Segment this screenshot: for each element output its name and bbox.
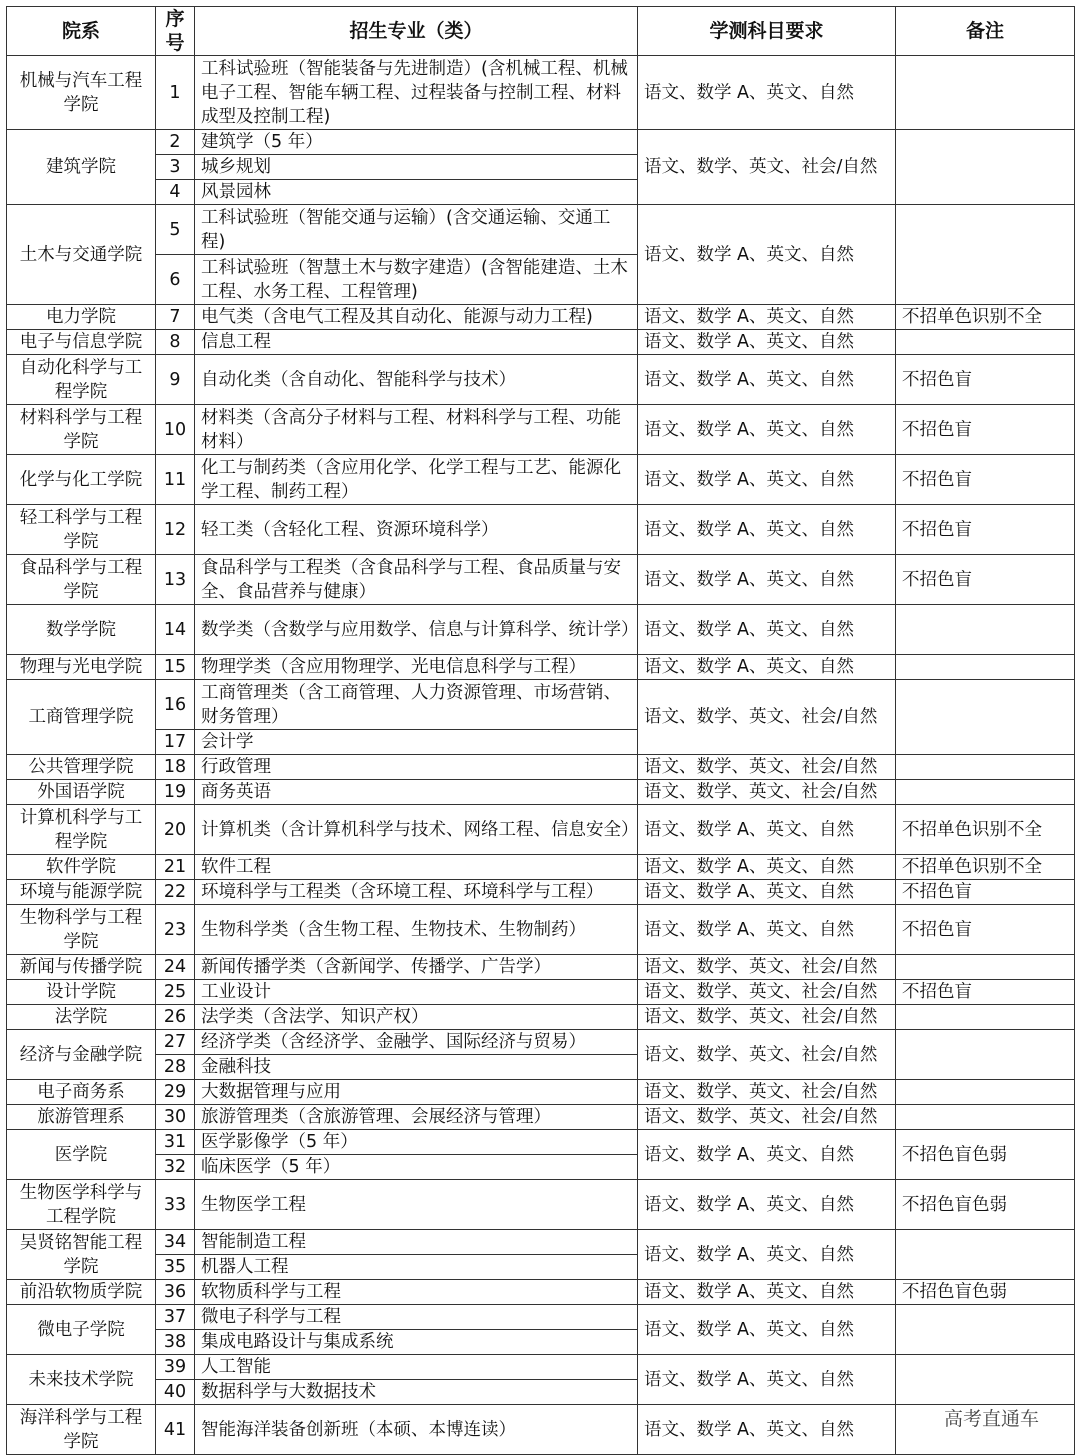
dept-cell: 电子与信息学院 <box>7 330 156 355</box>
subjects-cell: 语文、数学 A、英文、自然 <box>638 1405 896 1455</box>
subjects-cell: 语文、数学 A、英文、自然 <box>638 1355 896 1405</box>
seq-cell: 33 <box>156 1180 195 1230</box>
subjects-cell: 语文、数学 A、英文、自然 <box>638 330 896 355</box>
seq-cell: 22 <box>156 880 195 905</box>
dept-cell: 数学学院 <box>7 605 156 655</box>
seq-cell: 14 <box>156 605 195 655</box>
major-cell: 数据科学与大数据技术 <box>195 1380 638 1405</box>
subjects-cell: 语文、数学 A、英文、自然 <box>638 455 896 505</box>
subjects-cell: 语文、数学、英文、社会/自然 <box>638 955 896 980</box>
table-row <box>7 855 1075 880</box>
major-cell: 化工与制药类（含应用化学、化学工程与工艺、能源化学工程、制药工程） <box>195 455 638 505</box>
seq-cell: 6 <box>156 255 195 305</box>
table-row <box>7 1030 1075 1055</box>
major-cell: 行政管理 <box>195 755 638 780</box>
seq-cell: 4 <box>156 180 195 205</box>
note-cell: 不招色盲 <box>896 355 1075 405</box>
subjects-cell: 语文、数学 A、英文、自然 <box>638 605 896 655</box>
subjects-cell: 语文、数学 A、英文、自然 <box>638 405 896 455</box>
seq-cell: 30 <box>156 1105 195 1130</box>
seq-cell: 10 <box>156 405 195 455</box>
table-row <box>7 1130 1075 1155</box>
dept-cell: 建筑学院 <box>7 130 156 205</box>
major-cell: 工科试验班（智能装备与先进制造）(含机械工程、机械电子工程、智能车辆工程、过程装备与控制工程、材料成型及控制工程) <box>195 56 638 130</box>
subjects-cell: 语文、数学 A、英文、自然 <box>638 205 896 305</box>
seq-cell: 41 <box>156 1405 195 1455</box>
seq-cell: 8 <box>156 330 195 355</box>
major-cell: 旅游管理类（含旅游管理、会展经济与管理） <box>195 1105 638 1130</box>
table-row <box>7 1180 1075 1230</box>
subjects-cell: 语文、数学 A、英文、自然 <box>638 355 896 405</box>
note-cell: 不招色盲 <box>896 905 1075 955</box>
dept-cell: 自动化科学与工程学院 <box>7 355 156 405</box>
dept-cell: 土木与交通学院 <box>7 205 156 305</box>
seq-cell: 16 <box>156 680 195 730</box>
dept-cell: 医学院 <box>7 1130 156 1180</box>
table-row <box>7 955 1075 980</box>
major-cell: 经济学类（含经济学、金融学、国际经济与贸易） <box>195 1030 638 1055</box>
table-row <box>7 1355 1075 1380</box>
note-cell <box>896 1080 1075 1105</box>
major-cell: 电气类（含电气工程及其自动化、能源与动力工程) <box>195 305 638 330</box>
major-cell: 工科试验班（智能交通与运输）(含交通运输、交通工程) <box>195 205 638 255</box>
table-row <box>7 755 1075 780</box>
note-cell <box>896 655 1075 680</box>
subjects-cell: 语文、数学 A、英文、自然 <box>638 905 896 955</box>
note-cell <box>896 330 1075 355</box>
header-subjects: 学测科目要求 <box>638 7 896 56</box>
note-cell <box>896 780 1075 805</box>
note-cell <box>896 1005 1075 1030</box>
header-major: 招生专业（类） <box>195 7 638 56</box>
seq-cell: 37 <box>156 1305 195 1330</box>
subjects-cell: 语文、数学、英文、社会/自然 <box>638 1005 896 1030</box>
major-cell: 建筑学（5 年） <box>195 130 638 155</box>
seq-cell: 20 <box>156 805 195 855</box>
table-row <box>7 680 1075 730</box>
subjects-cell: 语文、数学、英文、社会/自然 <box>638 755 896 780</box>
major-cell: 风景园林 <box>195 180 638 205</box>
subjects-cell: 语文、数学 A、英文、自然 <box>638 305 896 330</box>
note-cell <box>896 755 1075 780</box>
seq-cell: 21 <box>156 855 195 880</box>
table-row <box>7 455 1075 505</box>
seq-cell: 19 <box>156 780 195 805</box>
seq-cell: 26 <box>156 1005 195 1030</box>
major-cell: 会计学 <box>195 730 638 755</box>
note-cell: 不招色盲色弱 <box>896 1180 1075 1230</box>
major-cell: 材料类（含高分子材料与工程、材料科学与工程、功能材料） <box>195 405 638 455</box>
table-row <box>7 56 1075 130</box>
major-cell: 软物质科学与工程 <box>195 1280 638 1305</box>
subjects-cell: 语文、数学 A、英文、自然 <box>638 855 896 880</box>
subjects-cell: 语文、数学 A、英文、自然 <box>638 1280 896 1305</box>
dept-cell: 物理与光电学院 <box>7 655 156 680</box>
seq-cell: 18 <box>156 755 195 780</box>
subjects-cell: 语文、数学 A、英文、自然 <box>638 1130 896 1180</box>
seq-cell: 25 <box>156 980 195 1005</box>
seq-cell: 9 <box>156 355 195 405</box>
seq-cell: 17 <box>156 730 195 755</box>
seq-cell: 28 <box>156 1055 195 1080</box>
subjects-cell: 语文、数学 A、英文、自然 <box>638 555 896 605</box>
table-row <box>7 330 1075 355</box>
subjects-cell: 语文、数学、英文、社会/自然 <box>638 1030 896 1080</box>
dept-cell: 电子商务系 <box>7 1080 156 1105</box>
major-cell: 医学影像学（5 年） <box>195 1130 638 1155</box>
seq-cell: 24 <box>156 955 195 980</box>
seq-cell: 23 <box>156 905 195 955</box>
table-row <box>7 1230 1075 1255</box>
table-row <box>7 1105 1075 1130</box>
header-dept: 院系 <box>7 7 156 56</box>
major-cell: 信息工程 <box>195 330 638 355</box>
major-cell: 微电子科学与工程 <box>195 1305 638 1330</box>
subjects-cell: 语文、数学 A、英文、自然 <box>638 1230 896 1280</box>
table-row <box>7 505 1075 555</box>
dept-cell: 材料科学与工程学院 <box>7 405 156 455</box>
table-row <box>7 1405 1075 1455</box>
header-seq: 序号 <box>156 7 195 56</box>
dept-cell: 海洋科学与工程学院 <box>7 1405 156 1455</box>
subjects-cell: 语文、数学 A、英文、自然 <box>638 1180 896 1230</box>
seq-cell: 2 <box>156 130 195 155</box>
major-cell: 轻工类（含轻化工程、资源环境科学） <box>195 505 638 555</box>
major-cell: 软件工程 <box>195 855 638 880</box>
major-cell: 新闻传播学类（含新闻学、传播学、广告学） <box>195 955 638 980</box>
major-cell: 环境科学与工程类（含环境工程、环境科学与工程） <box>195 880 638 905</box>
note-cell: 不招色盲 <box>896 980 1075 1005</box>
subjects-cell: 语文、数学 A、英文、自然 <box>638 655 896 680</box>
table-body <box>7 56 1075 1455</box>
note-cell <box>896 1230 1075 1280</box>
major-cell: 商务英语 <box>195 780 638 805</box>
major-cell: 生物科学类（含生物工程、生物技术、生物制药） <box>195 905 638 955</box>
subjects-cell: 语文、数学 A、英文、自然 <box>638 805 896 855</box>
table-row <box>7 805 1075 855</box>
dept-cell: 环境与能源学院 <box>7 880 156 905</box>
note-cell: 不招色盲 <box>896 405 1075 455</box>
table-row <box>7 905 1075 955</box>
table-row <box>7 205 1075 255</box>
major-cell: 计算机类（含计算机科学与技术、网络工程、信息安全） <box>195 805 638 855</box>
seq-cell: 34 <box>156 1230 195 1255</box>
table-row <box>7 130 1075 155</box>
dept-cell: 设计学院 <box>7 980 156 1005</box>
note-cell <box>896 1305 1075 1355</box>
header-note: 备注 <box>896 7 1075 56</box>
major-cell: 物理学类（含应用物理学、光电信息科学与工程） <box>195 655 638 680</box>
table-row <box>7 305 1075 330</box>
major-cell: 工商管理类（含工商管理、人力资源管理、市场营销、财务管理） <box>195 680 638 730</box>
dept-cell: 微电子学院 <box>7 1305 156 1355</box>
dept-cell: 外国语学院 <box>7 780 156 805</box>
subjects-cell: 语文、数学、英文、社会/自然 <box>638 980 896 1005</box>
note-cell: 不招单色识别不全 <box>896 855 1075 880</box>
table-row <box>7 1080 1075 1105</box>
note-cell: 不招色盲色弱 <box>896 1280 1075 1305</box>
dept-cell: 经济与金融学院 <box>7 1030 156 1080</box>
major-cell: 工业设计 <box>195 980 638 1005</box>
dept-cell: 生物科学与工程学院 <box>7 905 156 955</box>
table-row <box>7 555 1075 605</box>
seq-cell: 27 <box>156 1030 195 1055</box>
dept-cell: 公共管理学院 <box>7 755 156 780</box>
dept-cell: 吴贤铭智能工程学院 <box>7 1230 156 1280</box>
dept-cell: 未来技术学院 <box>7 1355 156 1405</box>
note-cell <box>896 56 1075 130</box>
dept-cell: 计算机科学与工程学院 <box>7 805 156 855</box>
dept-cell: 机械与汽车工程学院 <box>7 56 156 130</box>
dept-cell: 食品科学与工程学院 <box>7 555 156 605</box>
dept-cell: 前沿软物质学院 <box>7 1280 156 1305</box>
table-row <box>7 1305 1075 1330</box>
seq-cell: 7 <box>156 305 195 330</box>
table-row <box>7 355 1075 405</box>
admissions-table <box>6 6 1075 1455</box>
seq-cell: 38 <box>156 1330 195 1355</box>
major-cell: 临床医学（5 年） <box>195 1155 638 1180</box>
seq-cell: 40 <box>156 1380 195 1405</box>
major-cell: 集成电路设计与集成系统 <box>195 1330 638 1355</box>
major-cell: 工科试验班（智慧土木与数字建造）(含智能建造、土木工程、水务工程、工程管理) <box>195 255 638 305</box>
table-row <box>7 780 1075 805</box>
note-cell: 不招色盲色弱 <box>896 1130 1075 1180</box>
subjects-cell: 语文、数学 A、英文、自然 <box>638 1305 896 1355</box>
note-cell <box>896 130 1075 205</box>
watermark: 高考直通车 <box>944 1408 1040 1430</box>
table-row <box>7 655 1075 680</box>
table-row <box>7 1280 1075 1305</box>
note-cell: 不招色盲 <box>896 455 1075 505</box>
seq-cell: 35 <box>156 1255 195 1280</box>
seq-cell: 31 <box>156 1130 195 1155</box>
header-row <box>7 7 1075 56</box>
seq-cell: 13 <box>156 555 195 605</box>
subjects-cell: 语文、数学、英文、社会/自然 <box>638 1080 896 1105</box>
note-cell: 不招单色识别不全 <box>896 805 1075 855</box>
seq-cell: 29 <box>156 1080 195 1105</box>
seq-cell: 11 <box>156 455 195 505</box>
dept-cell: 电力学院 <box>7 305 156 330</box>
dept-cell: 轻工科学与工程学院 <box>7 505 156 555</box>
dept-cell: 旅游管理系 <box>7 1105 156 1130</box>
dept-cell: 化学与化工学院 <box>7 455 156 505</box>
seq-cell: 5 <box>156 205 195 255</box>
dept-cell: 法学院 <box>7 1005 156 1030</box>
note-cell: 不招色盲 <box>896 555 1075 605</box>
subjects-cell: 语文、数学、英文、社会/自然 <box>638 130 896 205</box>
note-cell: 不招色盲 <box>896 880 1075 905</box>
major-cell: 智能海洋装备创新班（本硕、本博连读） <box>195 1405 638 1455</box>
major-cell: 大数据管理与应用 <box>195 1080 638 1105</box>
major-cell: 数学类（含数学与应用数学、信息与计算科学、统计学） <box>195 605 638 655</box>
seq-cell: 15 <box>156 655 195 680</box>
note-cell <box>896 955 1075 980</box>
table-row <box>7 980 1075 1005</box>
subjects-cell: 语文、数学、英文、社会/自然 <box>638 1105 896 1130</box>
major-cell: 自动化类（含自动化、智能科学与技术） <box>195 355 638 405</box>
major-cell: 食品科学与工程类（含食品科学与工程、食品质量与安全、食品营养与健康） <box>195 555 638 605</box>
note-cell <box>896 205 1075 305</box>
subjects-cell: 语文、数学、英文、社会/自然 <box>638 680 896 755</box>
dept-cell: 工商管理学院 <box>7 680 156 755</box>
seq-cell: 1 <box>156 56 195 130</box>
table-row <box>7 1005 1075 1030</box>
seq-cell: 3 <box>156 155 195 180</box>
note-cell <box>896 1030 1075 1080</box>
note-cell <box>896 1105 1075 1130</box>
major-cell: 法学类（含法学、知识产权） <box>195 1005 638 1030</box>
subjects-cell: 语文、数学 A、英文、自然 <box>638 56 896 130</box>
dept-cell: 生物医学科学与工程学院 <box>7 1180 156 1230</box>
table-row <box>7 880 1075 905</box>
major-cell: 生物医学工程 <box>195 1180 638 1230</box>
note-cell: 不招色盲 <box>896 505 1075 555</box>
subjects-cell: 语文、数学 A、英文、自然 <box>638 505 896 555</box>
seq-cell: 36 <box>156 1280 195 1305</box>
table-row <box>7 405 1075 455</box>
major-cell: 城乡规划 <box>195 155 638 180</box>
dept-cell: 新闻与传播学院 <box>7 955 156 980</box>
note-cell <box>896 605 1075 655</box>
note-cell: 不招单色识别不全 <box>896 305 1075 330</box>
major-cell: 机器人工程 <box>195 1255 638 1280</box>
seq-cell: 39 <box>156 1355 195 1380</box>
table-row <box>7 605 1075 655</box>
major-cell: 人工智能 <box>195 1355 638 1380</box>
major-cell: 智能制造工程 <box>195 1230 638 1255</box>
subjects-cell: 语文、数学 A、英文、自然 <box>638 880 896 905</box>
note-cell <box>896 680 1075 755</box>
note-cell <box>896 1355 1075 1405</box>
major-cell: 金融科技 <box>195 1055 638 1080</box>
seq-cell: 32 <box>156 1155 195 1180</box>
seq-cell: 12 <box>156 505 195 555</box>
subjects-cell: 语文、数学、英文、社会/自然 <box>638 780 896 805</box>
dept-cell: 软件学院 <box>7 855 156 880</box>
